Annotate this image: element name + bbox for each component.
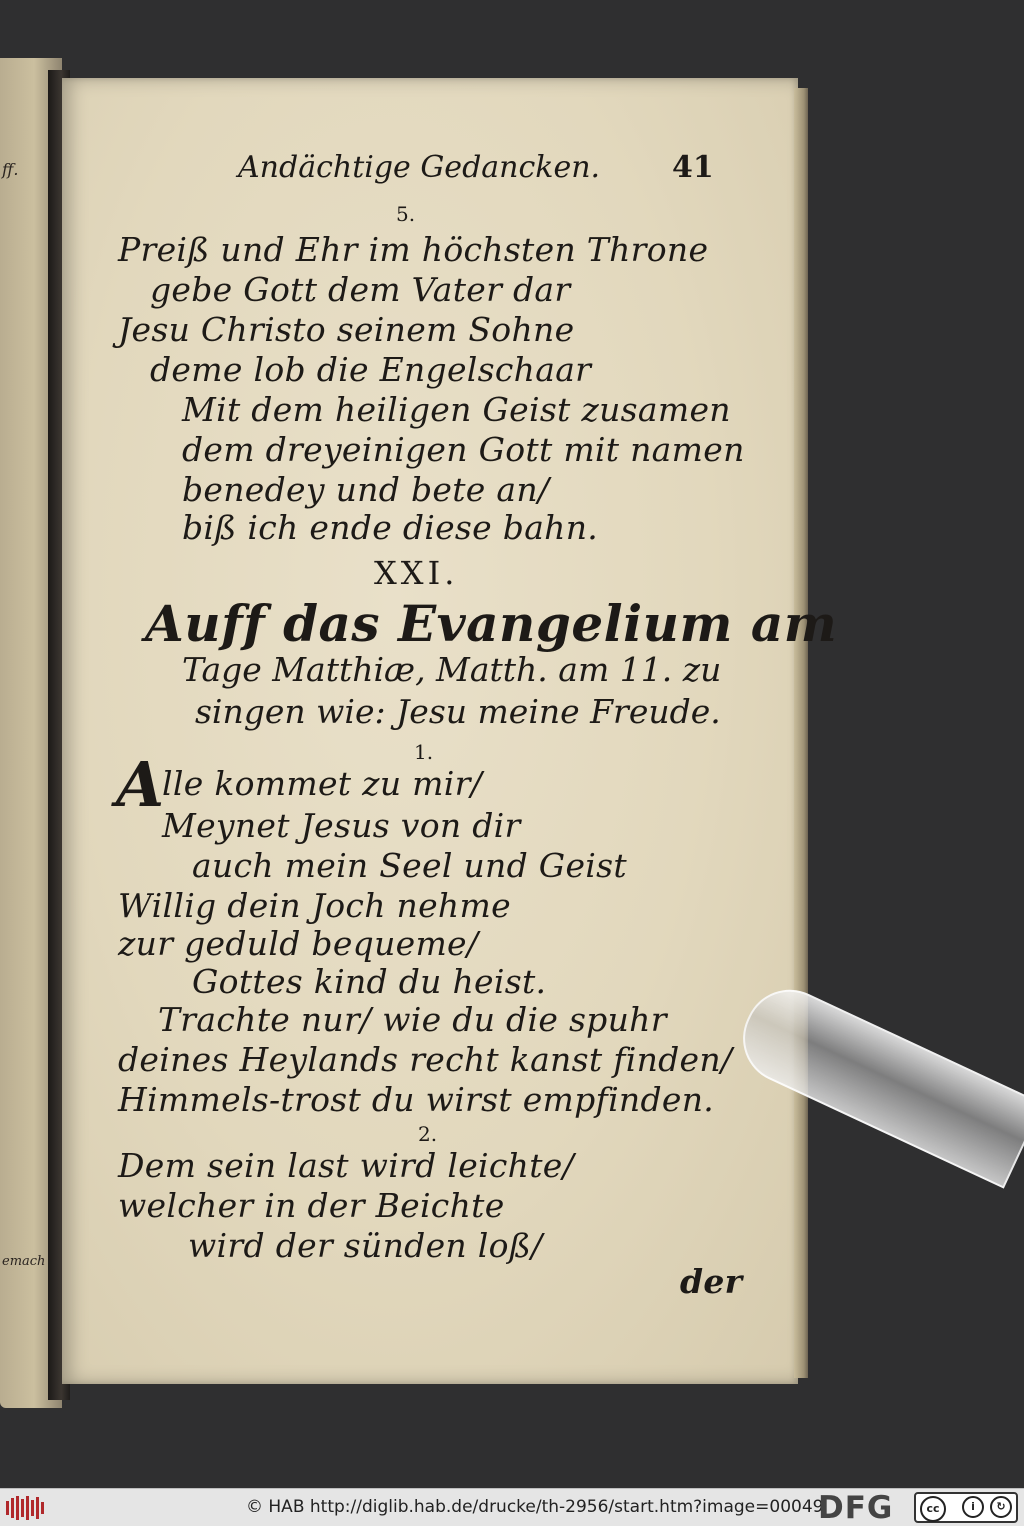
verse-line: zur geduld bequeme/ (118, 924, 479, 963)
footer-bar (0, 1488, 1024, 1526)
cc-license-badge[interactable] (914, 1492, 1018, 1523)
verse-line: auch mein Seel und Geist (192, 846, 627, 885)
library-logo-icon (6, 1495, 50, 1521)
stanza-number: 1. (414, 740, 434, 764)
stanza-number: 5. (396, 202, 416, 226)
verse-line: Willig dein Joch nehme (118, 886, 511, 925)
verse-line: Trachte nur/ wie du die spuhr (158, 1000, 667, 1039)
verse-line: welcher in der Beichte (118, 1186, 505, 1225)
copyright-credit-link[interactable]: © HAB http://diglib.hab.de/drucke/th-2956/start.htm?image=00049 (246, 1497, 824, 1517)
section-subtitle-line: Tage Matthiæ, Matth. am 11. zu (182, 650, 722, 689)
sa-icon: ↻ (990, 1496, 1012, 1518)
initial-letter: A (116, 748, 165, 821)
verse-line: deme lob die Engelschaar (150, 350, 592, 389)
verse-line: biß ich ende diese bahn. (182, 508, 599, 547)
verse-line: Himmels-trost du wirst empfinden. (118, 1080, 715, 1119)
verse-line: Mit dem heiligen Geist zusamen (182, 390, 731, 429)
by-icon: i (962, 1496, 984, 1518)
catchword: der (680, 1262, 743, 1301)
verse-line: wird der sünden loß/ (188, 1226, 543, 1265)
section-number: XXI. (374, 554, 459, 592)
verse-line: benedey und bete an/ (182, 470, 550, 509)
stanza-number: 2. (418, 1122, 438, 1146)
left-page-fragment-top: ff. (2, 160, 19, 179)
page-number: 41 (672, 150, 714, 185)
verse-line: Dem sein last wird leichte/ (118, 1146, 575, 1185)
verse-line: dem dreyeinigen Gott mit namen (182, 430, 745, 469)
cc-icon: cc (920, 1496, 946, 1522)
verse-line: deines Heylands recht kanst finden/ (118, 1040, 733, 1079)
running-head: Andächtige Gedancken. (238, 150, 601, 185)
verse-line: Preiß und Ehr im höchsten Throne (118, 230, 709, 269)
left-page-fragment-bottom: emach (2, 1254, 46, 1269)
verse-line: Gottes kind du heist. (192, 962, 547, 1001)
verse-line: gebe Gott dem Vater dar (150, 270, 571, 309)
page-edge (794, 88, 808, 1378)
verse-line: Meynet Jesus von dir (162, 806, 521, 845)
verse-line: lle kommet zu mir/ (162, 764, 483, 803)
verse-line: Jesu Christo seinem Sohne (118, 310, 575, 349)
dfg-logo: DFG (818, 1490, 894, 1526)
section-subtitle-line: singen wie: Jesu meine Freude. (195, 692, 721, 731)
section-title: Auff das Evangelium am (145, 594, 838, 653)
